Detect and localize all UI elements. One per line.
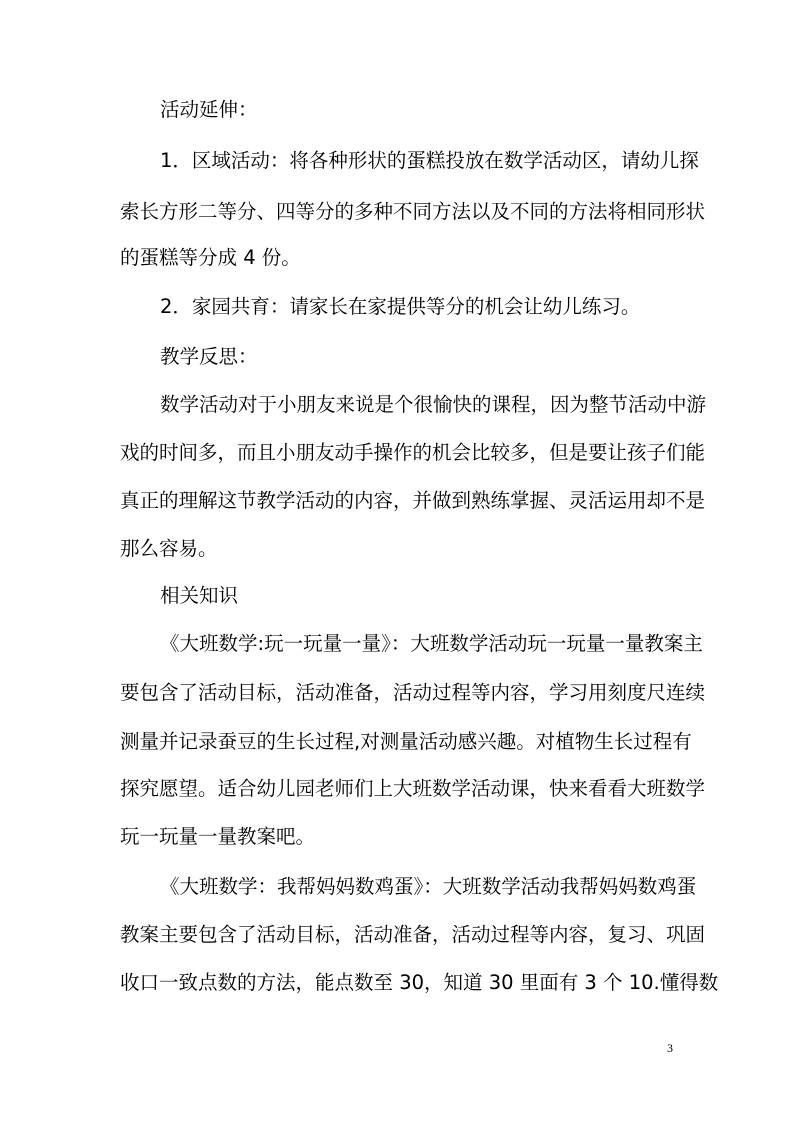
page-number: 3 bbox=[667, 1041, 673, 1055]
paragraph-line: 探究愿望。适合幼儿园老师们上大班数学活动课，快来看看大班数学 bbox=[120, 777, 706, 800]
section-heading-activity-extension: 活动延伸： bbox=[160, 98, 258, 121]
paragraph-line: 2．家园共育：请家长在家提供等分的机会让幼儿练习。 bbox=[160, 295, 641, 318]
paragraph-line: 玩一玩量一量教案吧。 bbox=[120, 825, 316, 848]
paragraph-line: 真正的理解这节教学活动的内容，并做到熟练掌握、灵活运用却不是 bbox=[120, 489, 706, 512]
section-heading-related-knowledge: 相关知识 bbox=[160, 584, 239, 607]
paragraph-line: 要包含了活动目标，活动准备，活动过程等内容，学习用刻度尺连续 bbox=[120, 681, 706, 704]
paragraph-line: 《大班数学：我帮妈妈数鸡蛋》：大班数学活动我帮妈妈数鸡蛋 bbox=[160, 875, 697, 898]
paragraph-line: 收口一致点数的方法，能点数至 30，知道 30 里面有 3 个 10.懂得数 bbox=[120, 971, 719, 994]
paragraph-line: 教案主要包含了活动目标，活动准备，活动过程等内容，复习、巩固 bbox=[120, 923, 706, 946]
section-heading-teaching-reflection: 教学反思： bbox=[160, 345, 258, 368]
paragraph-line: 那么容易。 bbox=[120, 537, 218, 560]
paragraph-line: 《大班数学:玩一玩量一量》：大班数学活动玩一玩量一量教案主 bbox=[160, 632, 703, 655]
paragraph-line: 测量并记录蚕豆的生长过程,对测量活动感兴趣。对植物生长过程有 bbox=[120, 730, 692, 753]
paragraph-line: 1．区域活动：将各种形状的蛋糕投放在数学活动区，请幼儿探 bbox=[160, 149, 699, 172]
paragraph-line: 索长方形二等分、四等分的多种不同方法以及不同的方法将相同形状 bbox=[120, 200, 706, 223]
paragraph-line: 戏的时间多，而且小朋友动手操作的机会比较多，但是要让孩子们能 bbox=[120, 441, 706, 464]
paragraph-line: 的蛋糕等分成 4 份。 bbox=[120, 246, 301, 269]
paragraph-line: 数学活动对于小朋友来说是个很愉快的课程，因为整节活动中游 bbox=[160, 393, 707, 416]
